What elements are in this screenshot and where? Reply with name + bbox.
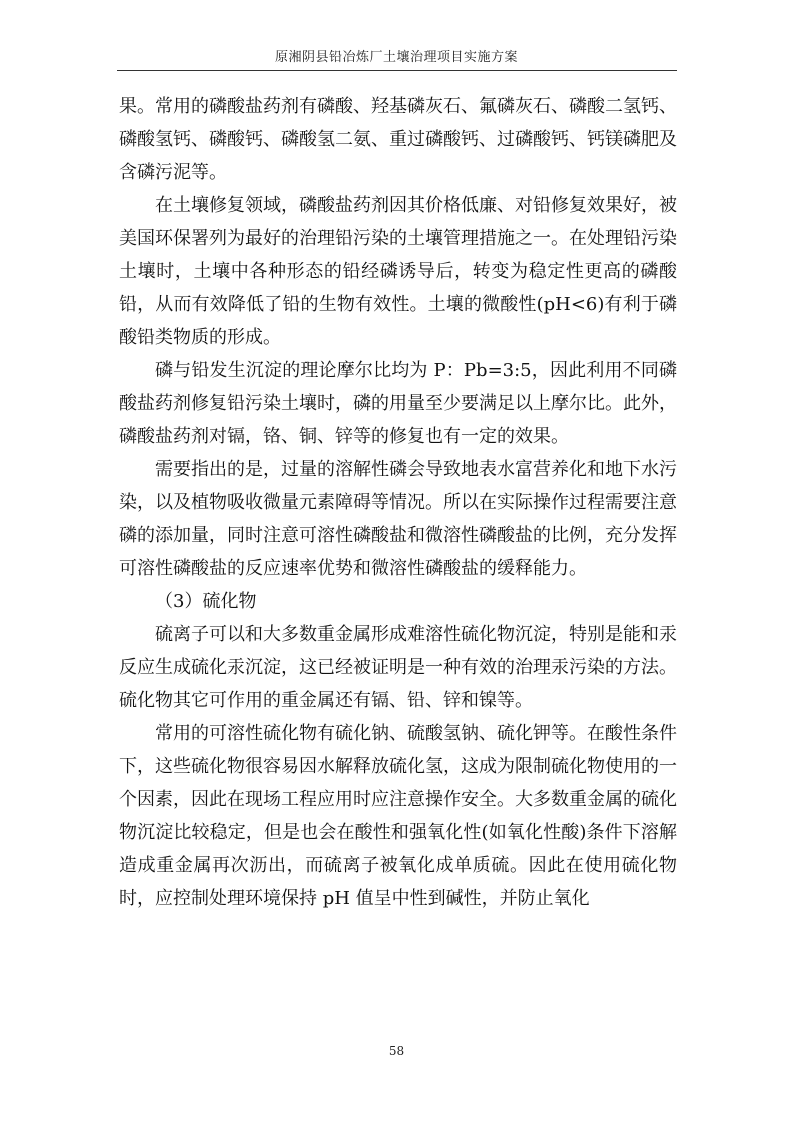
page-number: 58: [388, 1044, 405, 1058]
paragraph-excess-phosphorus: 需要指出的是，过量的溶解性磷会导致地表水富营养化和地下水污染，以及植物吸收微量元素障碍等情况。所以在实际操作过程需要注意磷的添加量，同时注意可溶性磷酸盐和微溶性磷酸盐的比例，充分发挥可溶性磷酸盐的反应速率优势和微溶性磷酸盐的缓释能力。: [119, 459, 677, 579]
paragraph-sulfide-intro: 硫离子可以和大多数重金属形成难溶性硫化物沉淀，特别是能和汞反应生成硫化汞沉淀，这已经被证明是一种有效的治理汞污染的方法。硫化物其它可作用的重金属还有镉、铅、锌和镍等。: [119, 624, 677, 711]
paragraph-continuation: 果。常用的磷酸盐药剂有磷酸、羟基磷灰石、氟磷灰石、磷酸二氢钙、磷酸氢钙、磷酸钙、磷酸氢二氨、重过磷酸钙、过磷酸钙、钙镁磷肥及含磷污泥等。: [119, 96, 677, 183]
section-heading-sulfide: （3）硫化物: [155, 591, 257, 612]
running-header: 原湘阴县铅冶炼厂土壤治理项目实施方案: [274, 50, 518, 65]
paragraph-sulfide-usage: 常用的可溶性硫化物有硫化钠、硫酸氢钠、硫化钾等。在酸性条件下，这些硫化物很容易因水解释放硫化氢，这成为限制硫化物使用的一个因素，因此在现场工程应用时应注意操作安全。大多数重金属的硫化物沉淀比较稳定，但是也会在酸性和强氧化性(如氧化性酸)条件下溶解造成重金属再次沥出，而硫离子被氧化成单质硫。因此在使用硫化物时，应控制处理环境保持 pH 值呈中性到碱性，并防止氧化: [119, 723, 677, 909]
paragraph-molar-ratio: 磷与铅发生沉淀的理论摩尔比均为 P：Pb=3:5，因此利用不同磷酸盐药剂修复铅污染土壤时，磷的用量至少要满足以上摩尔比。此外，磷酸盐药剂对镉，铬、铜、锌等的修复也有一定的效果。: [119, 360, 677, 447]
paragraph-phosphate-remediation: 在土壤修复领域，磷酸盐药剂因其价格低廉、对铅修复效果好，被美国环保署列为最好的治理铅污染的土壤管理措施之一。在处理铅污染土壤时，土壤中各种形态的铅经磷诱导后，转变为稳定性更高的磷酸铅，从而有效降低了铅的生物有效性。土壤的微酸性(pH<6)有利于磷酸铅类物质的形成。: [119, 195, 677, 348]
header-rule: [117, 70, 677, 71]
body-text: [119, 90, 677, 915]
